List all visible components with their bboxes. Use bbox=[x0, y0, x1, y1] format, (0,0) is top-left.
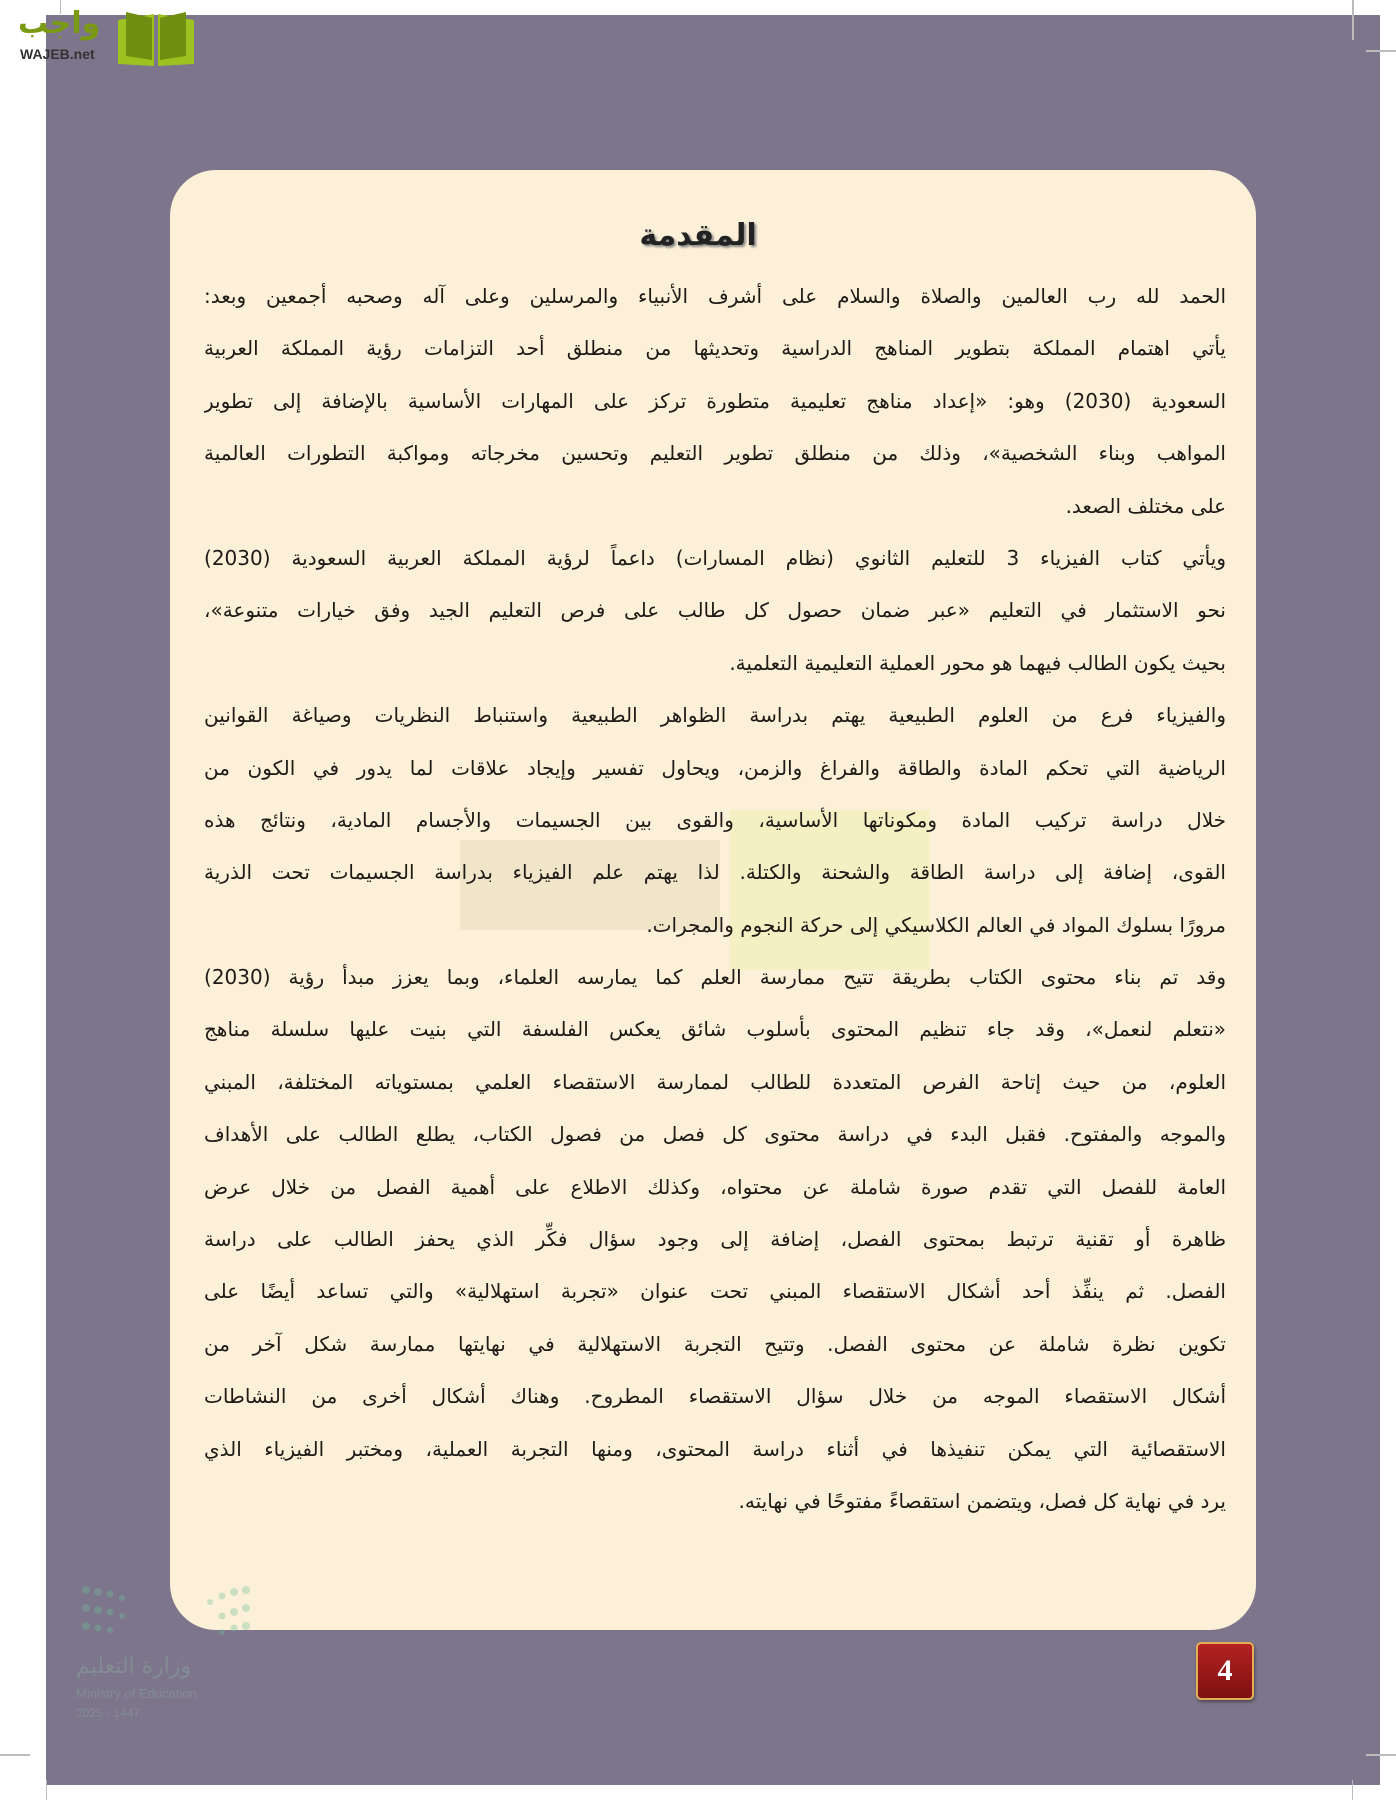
text-line: «نتعلم لنعمل»، وقد جاء تنظيم المحتوى بأسلوب شائق يعكس الفلسفة التي بنيت عليها سلسلة مناهج bbox=[204, 1017, 1226, 1042]
text-line: ويأتي كتاب الفيزياء 3 للتعليم الثانوي (نظام المسارات) داعماً لرؤية المملكة العربية السعودية (2030) bbox=[204, 545, 1226, 570]
wajeb-logo[interactable] bbox=[8, 4, 188, 68]
text-line: الفصل. ثم ينفِّذ أحد أشكال الاستقصاء المبني تحت عنوان «تجربة استهلالية» والتي تساعد أيضًا على bbox=[204, 1279, 1226, 1304]
ministry-years: 2025 - 1447 bbox=[76, 1706, 141, 1720]
text-line: أشكال الاستقصاء الموجه من خلال سؤال الاستقصاء المطروح. وهناك أشكال أخرى من النشاطات bbox=[204, 1384, 1226, 1409]
text-line: وقد تم بناء محتوى الكتاب بطريقة تتيح ممارسة العلم كما يمارسه العلماء، وبما يعزز مبدأ رؤية (2030) bbox=[204, 965, 1226, 990]
logo-latin: WAJEB.net bbox=[20, 46, 95, 62]
text-line: العامة للفصل التي تقدم صورة شاملة عن محتواه، وكذلك الاطلاع على أهمية الفصل من خلال عرض bbox=[204, 1174, 1226, 1199]
text-line: والفيزياء فرع من العلوم الطبيعية يهتم بدراسة الظواهر الطبيعية واستنباط النظريات وصياغة القوانين bbox=[204, 703, 1226, 728]
page-number-badge: 4 bbox=[1196, 1642, 1254, 1700]
text-line: يرد في نهاية كل فصل، ويتضمن استقصاءً مفتوحًا في نهايته. bbox=[738, 1488, 1226, 1513]
text-line: نحو الاستثمار في التعليم «عبر ضمان حصول كل طالب على فرص التعليم الجيد وفق خيارات متنوعة»، bbox=[204, 598, 1226, 623]
crop-mark bbox=[1352, 0, 1354, 40]
introduction-text bbox=[204, 270, 1226, 1527]
text-line: يأتي اهتمام المملكة بتطوير المناهج الدراسية وتحديثها من منطلق أحد التزامات رؤية المملكة العربية bbox=[204, 336, 1226, 361]
crop-mark bbox=[46, 1780, 47, 1800]
crop-mark bbox=[1352, 1780, 1353, 1800]
text-line: ظاهرة أو تقنية ترتبط بمحتوى الفصل، إضافة إلى وجود سؤال فكِّر الذي يحفز الطالب على دراسة bbox=[204, 1227, 1226, 1252]
text-line: السعودية (2030) وهو: «إعداد مناهج تعليمية متطورة تركز على المهارات الأساسية بالإضافة إلى تطوير bbox=[204, 388, 1226, 413]
text-line: مرورًا بسلوك المواد في العالم الكلاسيكي إلى حركة النجوم والمجرات. bbox=[646, 912, 1226, 937]
crop-mark bbox=[0, 1754, 30, 1756]
crop-mark bbox=[1366, 1754, 1396, 1756]
dots-icon bbox=[76, 1580, 256, 1650]
crop-mark bbox=[1366, 50, 1396, 52]
text-line: تكوين نظرة شاملة عن محتوى الفصل. وتتيح التجربة الاستهلالية في نهايتها ممارسة شكل آخر من bbox=[204, 1331, 1226, 1356]
book-icon bbox=[116, 10, 196, 68]
text-line: الاستقصائية التي يمكن تنفيذها في أثناء دراسة المحتوى، ومنها التجربة العملية، ومختبر الفيزياء الذي bbox=[204, 1436, 1226, 1461]
text-line: القوى، إضافة إلى دراسة الطاقة والشحنة والكتلة. لذا يهتم علم الفيزياء بدراسة الجسيمات تحت الذرية bbox=[204, 860, 1226, 885]
logo-arabic: واجب bbox=[18, 6, 101, 41]
text-line: العلوم، من حيث إتاحة الفرص المتعددة للطالب لممارسة الاستقصاء العلمي بمستوياته المختلفة، المبني bbox=[204, 1069, 1226, 1094]
text-line: الرياضية التي تحكم المادة والطاقة والفراغ والزمن، ويحاول تفسير وإيجاد علاقات لما يدور في الكون من bbox=[204, 755, 1226, 780]
ministry-of-education-logo bbox=[76, 1580, 256, 1740]
text-line: خلال دراسة تركيب المادة ومكوناتها الأساسية، والقوى بين الجسيمات والأجسام المادية، ونتائج هذه bbox=[204, 807, 1226, 832]
text-line: الحمد لله رب العالمين والصلاة والسلام على أشرف الأنبياء والمرسلين وعلى آله وصحبه أجمعين وبعد: bbox=[204, 284, 1226, 308]
ministry-english: Ministry of Education bbox=[76, 1686, 197, 1701]
ministry-arabic: وزارة التعليم bbox=[76, 1654, 192, 1679]
text-line: والموجه والمفتوح. فقبل البدء في دراسة محتوى كل فصل من فصول الكتاب، يطلع الطالب على الأهداف bbox=[204, 1122, 1226, 1147]
text-line: على مختلف الصعد. bbox=[1065, 493, 1226, 518]
text-line: المواهب وبناء الشخصية»، وذلك من منطلق تطوير التعليم وتحسين مخرجاته ومواكبة التطورات العالمية bbox=[204, 441, 1226, 466]
text-line: بحيث يكون الطالب فيهما هو محور العملية التعليمية التعلمية. bbox=[729, 650, 1226, 675]
page-title: المقدمة bbox=[639, 218, 757, 253]
